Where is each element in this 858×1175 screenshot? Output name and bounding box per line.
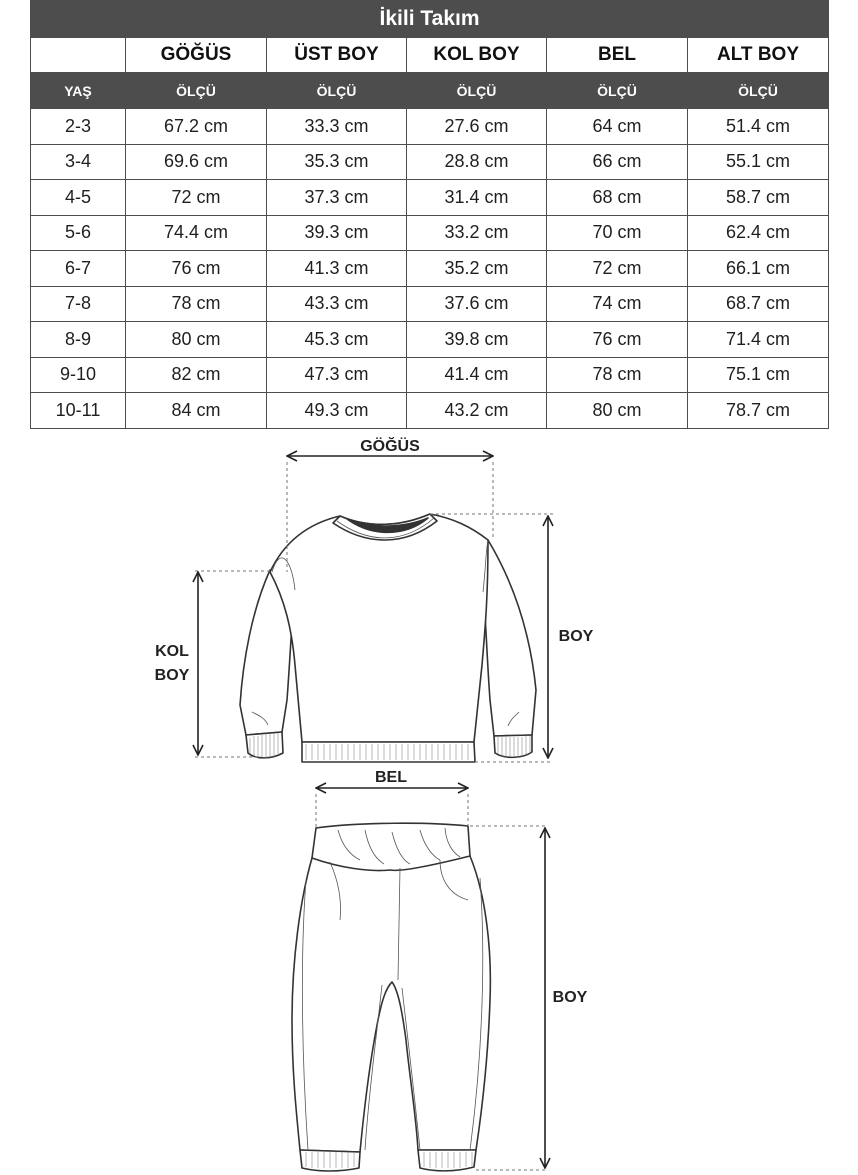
subheader-cell: ÖLÇÜ [267,73,407,109]
measurement-cell: 39.3 cm [267,215,407,251]
age-cell: 9-10 [31,357,126,393]
age-cell: 7-8 [31,286,126,322]
measurement-cell: 66.1 cm [688,251,829,287]
column-header-row [31,38,829,73]
measurement-cell: 58.7 cm [688,180,829,216]
measurement-cell: 84 cm [126,393,267,429]
top-length-label: BOY [558,628,594,645]
measurement-cell: 51.4 cm [688,109,829,145]
size-table [30,0,829,429]
age-cell: 4-5 [31,180,126,216]
garment-diagram [0,428,858,1175]
pants-drawing [292,823,490,1171]
measurement-cell: 76 cm [126,251,267,287]
pants-length-label: BOY [552,989,588,1006]
table-row [31,215,829,251]
waist-label: BEL [375,769,407,786]
table-title-row [31,1,829,38]
measurement-cell: 66 cm [547,144,688,180]
measurement-cell: 80 cm [547,393,688,429]
age-cell: 6-7 [31,251,126,287]
column-header: ALT BOY [688,38,829,73]
column-header: KOL BOY [407,38,547,73]
sweatshirt-drawing [240,514,536,762]
column-header [31,38,126,73]
measurement-cell: 62.4 cm [688,215,829,251]
age-cell: 8-9 [31,322,126,358]
table-row [31,251,829,287]
measurement-cell: 39.8 cm [407,322,547,358]
measurement-cell: 68.7 cm [688,286,829,322]
measurement-cell: 31.4 cm [407,180,547,216]
measurement-cell: 37.6 cm [407,286,547,322]
subheader-cell: ÖLÇÜ [407,73,547,109]
table-row [31,109,829,145]
measurement-cell: 27.6 cm [407,109,547,145]
table-row [31,357,829,393]
age-cell: 10-11 [31,393,126,429]
measurement-cell: 47.3 cm [267,357,407,393]
subheader-cell: ÖLÇÜ [126,73,267,109]
measurement-cell: 80 cm [126,322,267,358]
column-header: BEL [547,38,688,73]
column-header: GÖĞÜS [126,38,267,73]
sleeve-length-label-line2: BOY [154,667,190,684]
measurement-cell: 74.4 cm [126,215,267,251]
measurement-cell: 37.3 cm [267,180,407,216]
measurement-cell: 78 cm [547,357,688,393]
measurement-cell: 75.1 cm [688,357,829,393]
measurement-cell: 33.3 cm [267,109,407,145]
measurement-cell: 82 cm [126,357,267,393]
measurement-cell: 41.4 cm [407,357,547,393]
subheader-row [31,73,829,109]
age-cell: 2-3 [31,109,126,145]
measurement-cell: 41.3 cm [267,251,407,287]
measurement-cell: 49.3 cm [267,393,407,429]
measurement-cell: 74 cm [547,286,688,322]
measurement-cell: 43.3 cm [267,286,407,322]
measurement-cell: 55.1 cm [688,144,829,180]
measurement-cell: 35.2 cm [407,251,547,287]
measurement-cell: 67.2 cm [126,109,267,145]
measurement-cell: 33.2 cm [407,215,547,251]
table-row [31,180,829,216]
subheader-cell: YAŞ [31,73,126,109]
table-row [31,322,829,358]
table-row [31,286,829,322]
measurement-cell: 68 cm [547,180,688,216]
measurement-cell: 76 cm [547,322,688,358]
measurement-cell: 72 cm [126,180,267,216]
column-header: ÜST BOY [267,38,407,73]
measurement-cell: 78.7 cm [688,393,829,429]
chest-label: GÖĞÜS [360,438,420,455]
table-row [31,393,829,429]
measurement-cell: 35.3 cm [267,144,407,180]
measurement-cell: 43.2 cm [407,393,547,429]
measurement-cell: 70 cm [547,215,688,251]
table-body [31,109,829,429]
age-cell: 3-4 [31,144,126,180]
measurement-cell: 71.4 cm [688,322,829,358]
measurement-cell: 78 cm [126,286,267,322]
subheader-cell: ÖLÇÜ [688,73,829,109]
measurement-cell: 28.8 cm [407,144,547,180]
table-row [31,144,829,180]
sleeve-length-label-line1: KOL [155,643,189,660]
measurement-cell: 45.3 cm [267,322,407,358]
measurement-cell: 69.6 cm [126,144,267,180]
age-cell: 5-6 [31,215,126,251]
measurement-cell: 64 cm [547,109,688,145]
subheader-cell: ÖLÇÜ [547,73,688,109]
measurement-cell: 72 cm [547,251,688,287]
table-title: İkili Takım [31,1,829,38]
